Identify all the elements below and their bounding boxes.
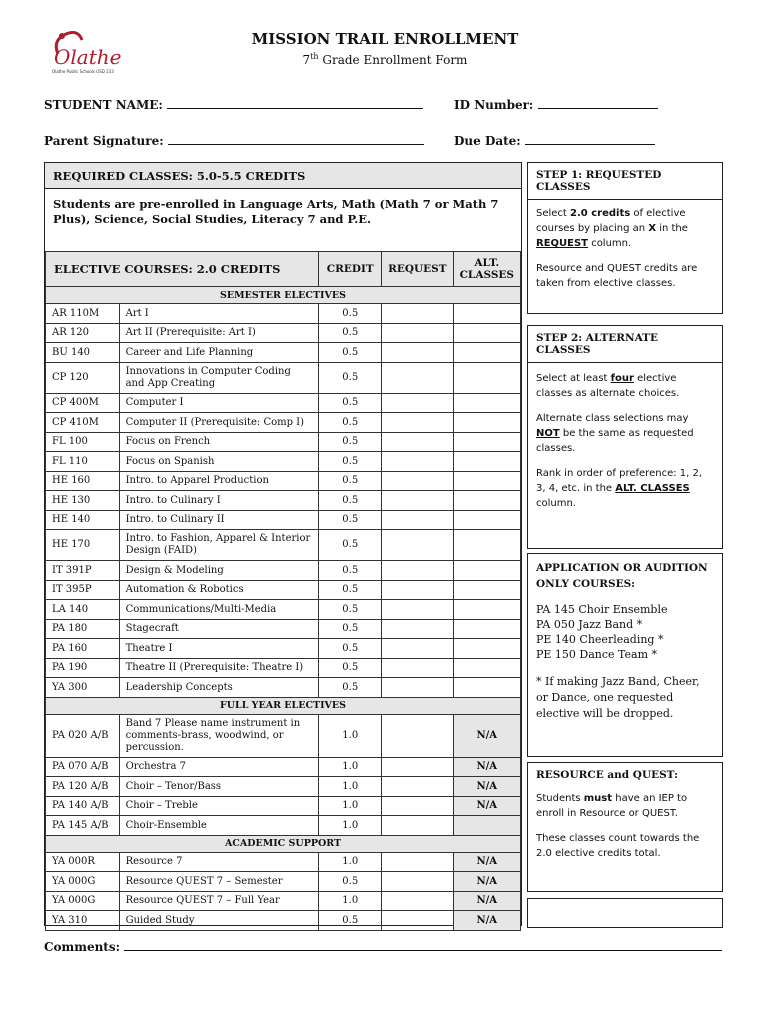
table-row	[46, 491, 521, 511]
audition-course-item: PA 145 Choir Ensemble	[536, 603, 668, 616]
request-cell[interactable]	[382, 852, 453, 872]
table-row	[46, 777, 521, 797]
request-cell[interactable]	[382, 413, 453, 433]
course-name: Computer I	[119, 393, 319, 413]
table-row	[46, 872, 521, 892]
request-cell[interactable]	[382, 872, 453, 892]
course-code: PA 180	[46, 619, 120, 639]
course-code: HE 130	[46, 491, 120, 511]
course-code: PA 120 A/B	[46, 777, 120, 797]
course-code: PA 140 A/B	[46, 796, 120, 816]
table-row	[46, 304, 521, 324]
request-cell[interactable]	[382, 580, 453, 600]
table-row	[46, 561, 521, 581]
request-cell[interactable]	[382, 362, 453, 393]
table-row	[46, 452, 521, 472]
resource-quest-text-1: Students must have an IEP to enroll in Resource or QUEST.	[536, 793, 688, 819]
table-row	[46, 619, 521, 639]
request-cell[interactable]	[382, 432, 453, 452]
request-cell[interactable]	[382, 777, 453, 797]
request-cell[interactable]	[382, 561, 453, 581]
course-code: AR 110M	[46, 304, 120, 324]
course-credit: 0.5	[319, 362, 382, 393]
credit-column-header: CREDIT	[319, 252, 382, 287]
table-row	[46, 413, 521, 433]
course-credit: 0.5	[319, 911, 382, 931]
audition-box	[527, 553, 723, 757]
course-code: BU 140	[46, 343, 120, 363]
course-name: Art II (Prerequisite: Art I)	[119, 323, 319, 343]
course-credit: 0.5	[319, 413, 382, 433]
logo-wordmark: Olathe	[54, 45, 122, 69]
course-code: PA 020 A/B	[46, 714, 120, 757]
full-year-electives-label: FULL YEAR ELECTIVES	[46, 697, 521, 714]
course-name: Band 7 Please name instrument in comments-brass, woodwind, or percussion.	[119, 714, 319, 757]
academic-support-label: ACADEMIC SUPPORT	[46, 835, 521, 852]
alt-classes-na-cell: N/A	[453, 796, 520, 816]
course-name: Theatre I	[119, 639, 319, 659]
course-name: Communications/Multi-Media	[119, 600, 319, 620]
step1-instructions: Select 2.0 credits of elective courses by placing an X in the REQUEST column.	[536, 208, 688, 249]
audition-course-list	[528, 602, 722, 662]
table-row	[46, 323, 521, 343]
course-credit: 1.0	[319, 757, 382, 777]
course-name: Stagecraft	[119, 619, 319, 639]
semester-electives-label-row	[46, 287, 521, 304]
request-cell[interactable]	[382, 714, 453, 757]
audition-heading: APPLICATION OR AUDITION ONLY COURSES:	[528, 554, 722, 598]
alt-classes-cell[interactable]	[453, 323, 520, 343]
alt-classes-column-header: ALT. CLASSES	[453, 252, 520, 287]
course-credit: 0.5	[319, 471, 382, 491]
step2-instruction-3: Rank in order of preference: 1, 2, 3, 4, etc. in the ALT. CLASSES column.	[536, 468, 703, 509]
audition-course-item: PA 050 Jazz Band *	[536, 618, 643, 631]
request-cell[interactable]	[382, 510, 453, 530]
table-row	[46, 757, 521, 777]
resource-quest-text-2: These classes count towards the 2.0 elective credits total.	[536, 833, 700, 859]
course-name: Focus on Spanish	[119, 452, 319, 472]
step2-instruction-1: Select at least four elective classes as alternate choices.	[536, 373, 680, 399]
course-code: IT 395P	[46, 580, 120, 600]
alt-classes-cell[interactable]	[453, 580, 520, 600]
alt-classes-cell[interactable]	[453, 510, 520, 530]
course-code: YA 000G	[46, 891, 120, 911]
elective-courses-table	[45, 251, 521, 931]
request-cell[interactable]	[382, 491, 453, 511]
audition-note: * If making Jazz Band, Cheer, or Dance, one requested elective will be dropped.	[536, 675, 700, 720]
request-cell[interactable]	[382, 796, 453, 816]
course-code: YA 000R	[46, 852, 120, 872]
table-row	[46, 580, 521, 600]
resource-quest-heading: RESOURCE and QUEST:	[528, 763, 722, 787]
alt-classes-cell[interactable]	[453, 530, 520, 561]
course-credit: 1.0	[319, 777, 382, 797]
course-credit: 0.5	[319, 304, 382, 324]
course-name: Orchestra 7	[119, 757, 319, 777]
course-name: Resource QUEST 7 – Semester	[119, 872, 319, 892]
table-header-row	[46, 252, 521, 287]
table-row	[46, 852, 521, 872]
course-credit: 0.5	[319, 530, 382, 561]
alt-classes-cell[interactable]	[453, 432, 520, 452]
course-name: Intro. to Culinary I	[119, 491, 319, 511]
request-cell[interactable]	[382, 816, 453, 836]
course-name: Theatre II (Prerequisite: Theatre I)	[119, 658, 319, 678]
request-cell[interactable]	[382, 891, 453, 911]
course-name: Guided Study	[119, 911, 319, 931]
alt-classes-cell[interactable]	[453, 471, 520, 491]
course-name: Choir-Ensemble	[119, 816, 319, 836]
alt-classes-cell[interactable]	[453, 619, 520, 639]
required-classes-heading: REQUIRED CLASSES: 5.0-5.5 CREDITS	[45, 163, 521, 189]
request-cell[interactable]	[382, 757, 453, 777]
course-credit: 0.5	[319, 452, 382, 472]
course-code: YA 310	[46, 911, 120, 931]
request-cell[interactable]	[382, 600, 453, 620]
course-credit: 0.5	[319, 658, 382, 678]
alt-classes-cell[interactable]	[453, 639, 520, 659]
request-cell[interactable]	[382, 393, 453, 413]
alt-classes-cell[interactable]	[453, 413, 520, 433]
academic-support-label-row	[46, 835, 521, 852]
blank-notes-box[interactable]	[527, 898, 723, 928]
table-row	[46, 678, 521, 698]
request-cell[interactable]	[382, 619, 453, 639]
request-cell[interactable]	[382, 452, 453, 472]
alt-classes-cell[interactable]	[453, 304, 520, 324]
course-credit: 0.5	[319, 323, 382, 343]
course-credit: 0.5	[319, 393, 382, 413]
course-name: Design & Modeling	[119, 561, 319, 581]
table-row	[46, 600, 521, 620]
request-cell[interactable]	[382, 530, 453, 561]
course-code: PA 145 A/B	[46, 816, 120, 836]
table-row	[46, 343, 521, 363]
course-credit: 0.5	[319, 510, 382, 530]
course-credit: 1.0	[319, 714, 382, 757]
semester-electives-label: SEMESTER ELECTIVES	[46, 287, 521, 304]
alt-classes-na-cell: N/A	[453, 891, 520, 911]
alt-classes-na-cell: N/A	[453, 852, 520, 872]
request-cell[interactable]	[382, 304, 453, 324]
course-code: LA 140	[46, 600, 120, 620]
request-cell[interactable]	[382, 639, 453, 659]
course-credit: 0.5	[319, 491, 382, 511]
course-credit: 0.5	[319, 432, 382, 452]
required-classes-text: Students are pre-enrolled in Language Arts, Math (Math 7 or Math 7 Plus), Science, Social Studies, Literacy 7 and P.E.	[53, 197, 499, 226]
alt-classes-na-cell: N/A	[453, 714, 520, 757]
due-date-field[interactable]: Due Date:	[454, 134, 655, 148]
table-row	[46, 714, 521, 757]
course-name: Art I	[119, 304, 319, 324]
request-cell[interactable]	[382, 658, 453, 678]
table-row	[46, 816, 521, 836]
table-row	[46, 510, 521, 530]
request-cell[interactable]	[382, 911, 453, 931]
course-name: Intro. to Fashion, Apparel & Interior Design (FAID)	[119, 530, 319, 561]
course-name: Career and Life Planning	[119, 343, 319, 363]
course-code: CP 400M	[46, 393, 120, 413]
course-credit: 1.0	[319, 816, 382, 836]
course-name: Resource QUEST 7 – Full Year	[119, 891, 319, 911]
request-column-header: REQUEST	[382, 252, 453, 287]
course-selection-box	[44, 162, 522, 926]
alt-classes-na-cell: N/A	[453, 911, 520, 931]
resource-quest-box	[527, 762, 723, 892]
step2-box	[527, 325, 723, 549]
table-row	[46, 393, 521, 413]
alt-classes-cell[interactable]	[453, 452, 520, 472]
parent-signature-field[interactable]: Parent Signature:	[44, 134, 424, 148]
alt-classes-cell[interactable]	[453, 658, 520, 678]
alt-classes-na-cell: N/A	[453, 872, 520, 892]
course-credit: 0.5	[319, 561, 382, 581]
table-row	[46, 432, 521, 452]
course-code: HE 140	[46, 510, 120, 530]
table-row	[46, 362, 521, 393]
course-name: Focus on French	[119, 432, 319, 452]
alt-classes-cell[interactable]	[453, 393, 520, 413]
request-cell[interactable]	[382, 323, 453, 343]
course-name: Automation & Robotics	[119, 580, 319, 600]
course-name: Choir – Tenor/Bass	[119, 777, 319, 797]
course-credit: 0.5	[319, 343, 382, 363]
request-cell[interactable]	[382, 343, 453, 363]
course-name: Leadership Concepts	[119, 678, 319, 698]
audition-course-item: PE 150 Dance Team *	[536, 648, 658, 661]
table-row	[46, 891, 521, 911]
course-code: AR 120	[46, 323, 120, 343]
course-code: HE 170	[46, 530, 120, 561]
table-row	[46, 911, 521, 931]
table-row	[46, 639, 521, 659]
course-code: PA 190	[46, 658, 120, 678]
course-code: FL 100	[46, 432, 120, 452]
elective-courses-heading: ELECTIVE COURSES: 2.0 CREDITS	[46, 252, 319, 287]
course-code: CP 120	[46, 362, 120, 393]
course-code: PA 160	[46, 639, 120, 659]
course-name: Resource 7	[119, 852, 319, 872]
alt-classes-cell[interactable]	[453, 362, 520, 393]
alt-classes-na-cell: N/A	[453, 777, 520, 797]
course-credit: 0.5	[319, 872, 382, 892]
request-cell[interactable]	[382, 678, 453, 698]
student-name-field[interactable]: STUDENT NAME:	[44, 98, 423, 112]
alt-classes-cell[interactable]	[453, 678, 520, 698]
step1-note: Resource and QUEST credits are taken from elective classes.	[536, 263, 698, 289]
page-subtitle: 7th Grade Enrollment Form	[302, 52, 468, 67]
course-code: IT 391P	[46, 561, 120, 581]
course-credit: 1.0	[319, 891, 382, 911]
course-name: Intro. to Apparel Production	[119, 471, 319, 491]
alt-classes-cell[interactable]	[453, 561, 520, 581]
page-title: MISSION TRAIL ENROLLMENT	[251, 30, 519, 48]
table-row	[46, 796, 521, 816]
alt-classes-cell[interactable]	[453, 491, 520, 511]
alt-classes-cell	[453, 816, 520, 836]
course-code: HE 160	[46, 471, 120, 491]
course-credit: 0.5	[319, 678, 382, 698]
course-code: PA 070 A/B	[46, 757, 120, 777]
course-credit: 1.0	[319, 852, 382, 872]
alt-classes-cell[interactable]	[453, 600, 520, 620]
course-name: Computer II (Prerequisite: Comp I)	[119, 413, 319, 433]
step1-box	[527, 162, 723, 314]
table-row	[46, 471, 521, 491]
comments-field[interactable]: Comments:	[44, 940, 722, 954]
course-credit: 0.5	[319, 600, 382, 620]
course-credit: 0.5	[319, 639, 382, 659]
full-year-electives-label-row	[46, 697, 521, 714]
course-name: Choir – Treble	[119, 796, 319, 816]
course-code: CP 410M	[46, 413, 120, 433]
step2-instruction-2: Alternate class selections may NOT be the same as requested classes.	[536, 413, 694, 454]
alt-classes-na-cell: N/A	[453, 757, 520, 777]
course-code: YA 000G	[46, 872, 120, 892]
course-name: Innovations in Computer Coding and App Creating	[119, 362, 319, 393]
table-row	[46, 658, 521, 678]
logo-subtext: Olathe Public Schools USD 233	[52, 69, 114, 74]
step1-heading: STEP 1: REQUESTED CLASSES	[528, 163, 722, 200]
audition-course-item: PE 140 Cheerleading *	[536, 633, 664, 646]
course-credit: 1.0	[319, 796, 382, 816]
table-row	[46, 530, 521, 561]
alt-classes-cell[interactable]	[453, 343, 520, 363]
id-number-field[interactable]: ID Number:	[454, 98, 658, 112]
step2-heading: STEP 2: ALTERNATE CLASSES	[528, 326, 722, 363]
course-credit: 0.5	[319, 580, 382, 600]
course-name: Intro. to Culinary II	[119, 510, 319, 530]
request-cell[interactable]	[382, 471, 453, 491]
course-code: FL 110	[46, 452, 120, 472]
course-credit: 0.5	[319, 619, 382, 639]
course-code: YA 300	[46, 678, 120, 698]
